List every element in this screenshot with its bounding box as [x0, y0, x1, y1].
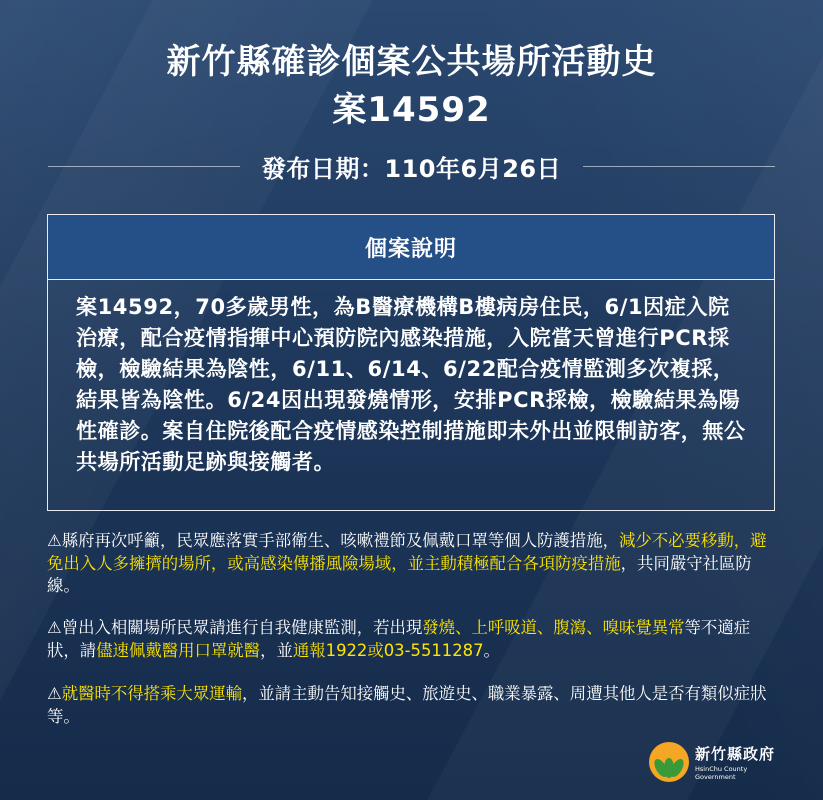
- date-row: [48, 148, 775, 184]
- date-rule-right: [583, 166, 775, 167]
- notice-highlight: 發燒、上呼吸道、腹瀉、嗅味覺異常: [422, 618, 685, 637]
- case-description-header: 個案說明: [48, 215, 774, 280]
- notice-segment: ，共同嚴守社區防線。: [47, 553, 752, 595]
- notice-prevention: [47, 530, 782, 598]
- notice-highlight: 減少不必要移動，避免出入人多擁擠的場所，或高感染傳播風險場域，並主動積極配合各項防疫措施: [47, 531, 767, 573]
- page-title: 新竹縣確診個案公共場所活動史: [166, 42, 657, 82]
- notice-segment: 。: [483, 640, 500, 660]
- notice-health-monitoring: [47, 617, 782, 662]
- logo-name-en: HsinChu County Government: [695, 765, 748, 781]
- notice-transport: [47, 683, 782, 728]
- notice-segment: ⚠縣府再次呼籲，民眾應落實手部衛生、咳嗽禮節及佩戴口罩等個人防護措施，: [47, 531, 619, 550]
- county-government-logo: [649, 736, 779, 788]
- notice-segment: ⚠曾出入相關場所民眾請進行自我健康監測，若出現: [47, 618, 423, 637]
- notice-highlight: 儘速佩戴醫用口罩就醫: [96, 640, 261, 660]
- logo-name-cn: 新竹縣政府: [695, 745, 776, 763]
- publish-date: 發布日期：110年6月26日: [261, 154, 562, 183]
- notice-segment: ，並: [260, 640, 293, 660]
- notice-highlight-hotline: 通報1922或03-5511287: [292, 640, 484, 660]
- date-rule-left: [48, 166, 240, 167]
- notice-segment: ，並請主動告知接觸史、旅遊史、職業暴露、周遭其他人是否有類似症狀等。: [47, 684, 767, 726]
- case-number-title: 案14592: [332, 90, 491, 130]
- notice-highlight: 就醫時不得搭乘大眾運輸: [61, 684, 242, 703]
- county-emblem-icon: [649, 742, 689, 782]
- case-description-body: 案14592，70多歲男性，為B醫療機構B樓病房住民，6/1因症入院治療，配合疫情指揮中心預防院內感染措施，入院當天曾進行PCR採檢，檢驗結果為陰性，6/11、6/14、6/22配合疫情監測多次複採，結果皆為陰性。6/24因出現發燒情形，安排PCR採檢，檢驗結果為陽性確診。案自住院後配合疫情感染控制措施即未外出並限制訪客，無公共場所活動足跡與接觸者。: [76, 295, 746, 474]
- notice-segment: ⚠: [47, 684, 62, 703]
- case-description-box: [47, 214, 775, 511]
- notice-segment: 等不適症狀，請: [47, 618, 751, 660]
